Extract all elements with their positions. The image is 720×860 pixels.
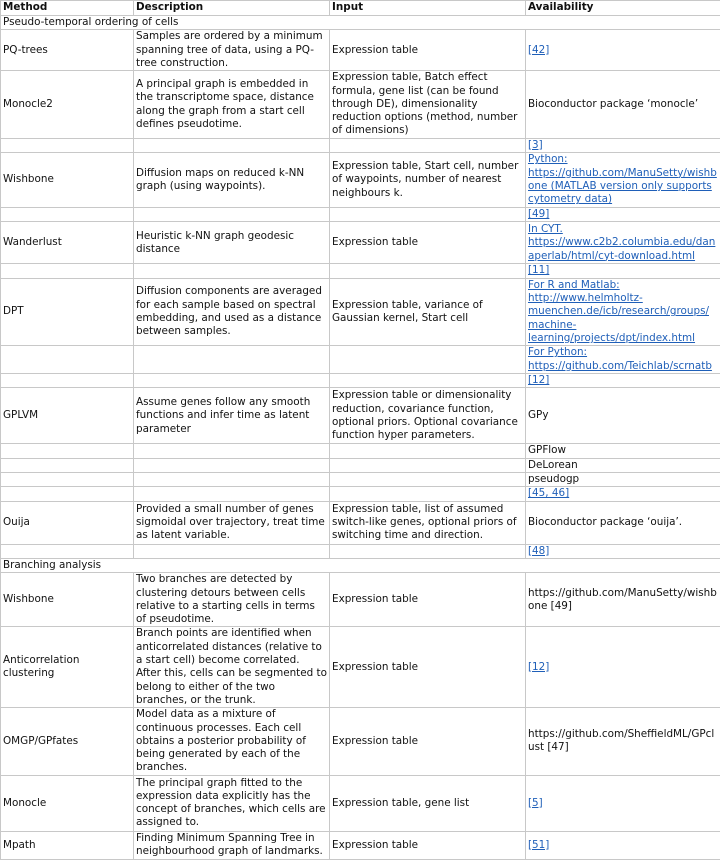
input-cell: Expression table, Batch effect formula, gene list (can be found through DE), dimensionality reduction options (method, number of dimensions): [330, 71, 526, 138]
citation-link[interactable]: [5]: [528, 797, 543, 809]
cyt-download-link[interactable]: In CYT. https://www.c2b2.columbia.edu/danaperlab/html/cyt-download.html: [528, 223, 715, 262]
input-cell: Expression table: [330, 627, 526, 708]
table-row: [1, 487, 720, 501]
section-title-branching: Branching analysis: [1, 558, 720, 572]
method-cell: Wishbone: [1, 153, 134, 208]
table-row: [1, 831, 720, 859]
availability-cell: https://github.com/SheffieldML/GPclust [47]: [526, 708, 720, 775]
citation-link[interactable]: [12]: [528, 661, 549, 673]
table-row: [1, 473, 720, 487]
description-cell: A principal graph is embedded in the transcriptome space, distance along the graph from a start cell defines pseudotime.: [134, 71, 330, 138]
table-row: [1, 775, 720, 831]
section-row-pseudo: [1, 16, 720, 30]
table-row: [1, 388, 720, 444]
header-method: Method: [1, 1, 134, 16]
citation-link[interactable]: [48]: [528, 545, 549, 557]
header-input: Input: [330, 1, 526, 16]
table-row: [1, 153, 720, 208]
availability-cell: pseudogp: [526, 473, 720, 487]
availability-cell: [526, 278, 720, 345]
table-row: [1, 346, 720, 374]
citation-link[interactable]: [11]: [528, 264, 549, 276]
table-row: [1, 208, 720, 222]
availability-cell: Bioconductor package ‘monocle’: [526, 71, 720, 138]
description-cell: Diffusion maps on reduced k-NN graph (using waypoints).: [134, 153, 330, 208]
table-row: [1, 222, 720, 264]
availability-cell: [526, 138, 720, 152]
method-cell: Wishbone: [1, 573, 134, 627]
availability-cell: [526, 627, 720, 708]
description-cell: Model data as a mixture of continuous processes. Each cell obtains a posterior probability of being generated by each of the branches.: [134, 708, 330, 775]
availability-cell: [526, 222, 720, 264]
citation-link[interactable]: [3]: [528, 139, 543, 151]
table-row: [1, 627, 720, 708]
description-cell: Two branches are detected by clustering detours between cells relative to a starting cells in terms of pseudotime.: [134, 573, 330, 627]
table-row: [1, 30, 720, 71]
availability-cell: [526, 208, 720, 222]
description-cell: Provided a small number of genes sigmoidal over trajectory, treat time as latent variable.: [134, 501, 330, 544]
input-cell: Expression table: [330, 30, 526, 71]
description-cell: Branch points are identified when anticorrelated distances (relative to a start cell) become correlated. After this, cells can be segmented to belong to either of the two branches, or the trunk.: [134, 627, 330, 708]
method-cell: Monocle: [1, 775, 134, 831]
availability-cell: [526, 775, 720, 831]
availability-cell: Bioconductor package ‘ouija’.: [526, 501, 720, 544]
method-cell: Mpath: [1, 831, 134, 859]
table-row: [1, 501, 720, 544]
input-cell: Expression table: [330, 831, 526, 859]
availability-cell: GPy: [526, 388, 720, 444]
table-row: [1, 264, 720, 278]
section-title-pseudo: Pseudo-temporal ordering of cells: [1, 16, 720, 30]
input-cell: Expression table: [330, 222, 526, 264]
description-cell: Assume genes follow any smooth functions and infer time as latent parameter: [134, 388, 330, 444]
method-cell: OMGP/GPfates: [1, 708, 134, 775]
availability-cell: [526, 30, 720, 71]
description-cell: The principal graph fitted to the expression data explicitly has the concept of branches, which cells are assigned to.: [134, 775, 330, 831]
input-cell: Expression table, variance of Gaussian kernel, Start cell: [330, 278, 526, 345]
availability-cell: [526, 346, 720, 374]
availability-cell: DeLorean: [526, 458, 720, 472]
table-row: [1, 374, 720, 388]
availability-cell: [526, 831, 720, 859]
input-cell: Expression table: [330, 708, 526, 775]
method-cell: GPLVM: [1, 388, 134, 444]
method-cell: Wanderlust: [1, 222, 134, 264]
table-row: [1, 544, 720, 558]
table-row: [1, 458, 720, 472]
availability-cell: GPFlow: [526, 444, 720, 458]
availability-cell: [526, 374, 720, 388]
table-row: [1, 71, 720, 138]
citation-link[interactable]: [45, 46]: [528, 487, 569, 499]
input-cell: Expression table: [330, 573, 526, 627]
description-cell: Heuristic k-NN graph geodesic distance: [134, 222, 330, 264]
method-cell: Monocle2: [1, 71, 134, 138]
input-cell: Expression table, gene list: [330, 775, 526, 831]
input-cell: Expression table, list of assumed switch-like genes, optional priors of switching time and direction.: [330, 501, 526, 544]
header-description: Description: [134, 1, 330, 16]
availability-cell: [526, 153, 720, 208]
description-cell: Finding Minimum Spanning Tree in neighbourhood graph of landmarks.: [134, 831, 330, 859]
header-availability: Availability: [526, 1, 720, 16]
citation-link[interactable]: [42]: [528, 44, 549, 56]
section-row-branching: [1, 558, 720, 572]
input-cell: Expression table, Start cell, number of waypoints, number of nearest neighbours k.: [330, 153, 526, 208]
availability-cell: [526, 264, 720, 278]
table-row: [1, 573, 720, 627]
method-cell: Anticorrelation clustering: [1, 627, 134, 708]
wishbone-link[interactable]: Python: https://github.com/ManuSetty/wishbone (MATLAB version only supports cytometry data): [528, 153, 717, 205]
description-cell: Diffusion components are averaged for each sample based on spectral embedding, and used as a distance between samples.: [134, 278, 330, 345]
input-cell: Expression table or dimensionality reduction, covariance function, optional priors. Optional covariance function hyper parameters.: [330, 388, 526, 444]
citation-link[interactable]: [49]: [528, 208, 549, 220]
availability-cell: [526, 487, 720, 501]
method-cell: DPT: [1, 278, 134, 345]
table-row: [1, 708, 720, 775]
header-row: [1, 1, 720, 16]
table-row: [1, 444, 720, 458]
description-cell: Samples are ordered by a minimum spanning tree of data, using a PQ-tree construction.: [134, 30, 330, 71]
table-row: [1, 278, 720, 345]
dpt-r-matlab-link[interactable]: For R and Matlab: http://www.helmholtz-muenchen.de/icb/research/groups/machine-learning/projects/dpt/index.html: [528, 279, 709, 344]
availability-cell: https://github.com/ManuSetty/wishbone [49]: [526, 573, 720, 627]
citation-link[interactable]: [12]: [528, 374, 549, 386]
method-cell: Ouija: [1, 501, 134, 544]
availability-cell: [526, 544, 720, 558]
citation-link[interactable]: [51]: [528, 839, 549, 851]
dpt-python-link[interactable]: For Python: https://github.com/Teichlab/scrnatb: [528, 346, 712, 371]
table-row: [1, 138, 720, 152]
method-cell: PQ-trees: [1, 30, 134, 71]
